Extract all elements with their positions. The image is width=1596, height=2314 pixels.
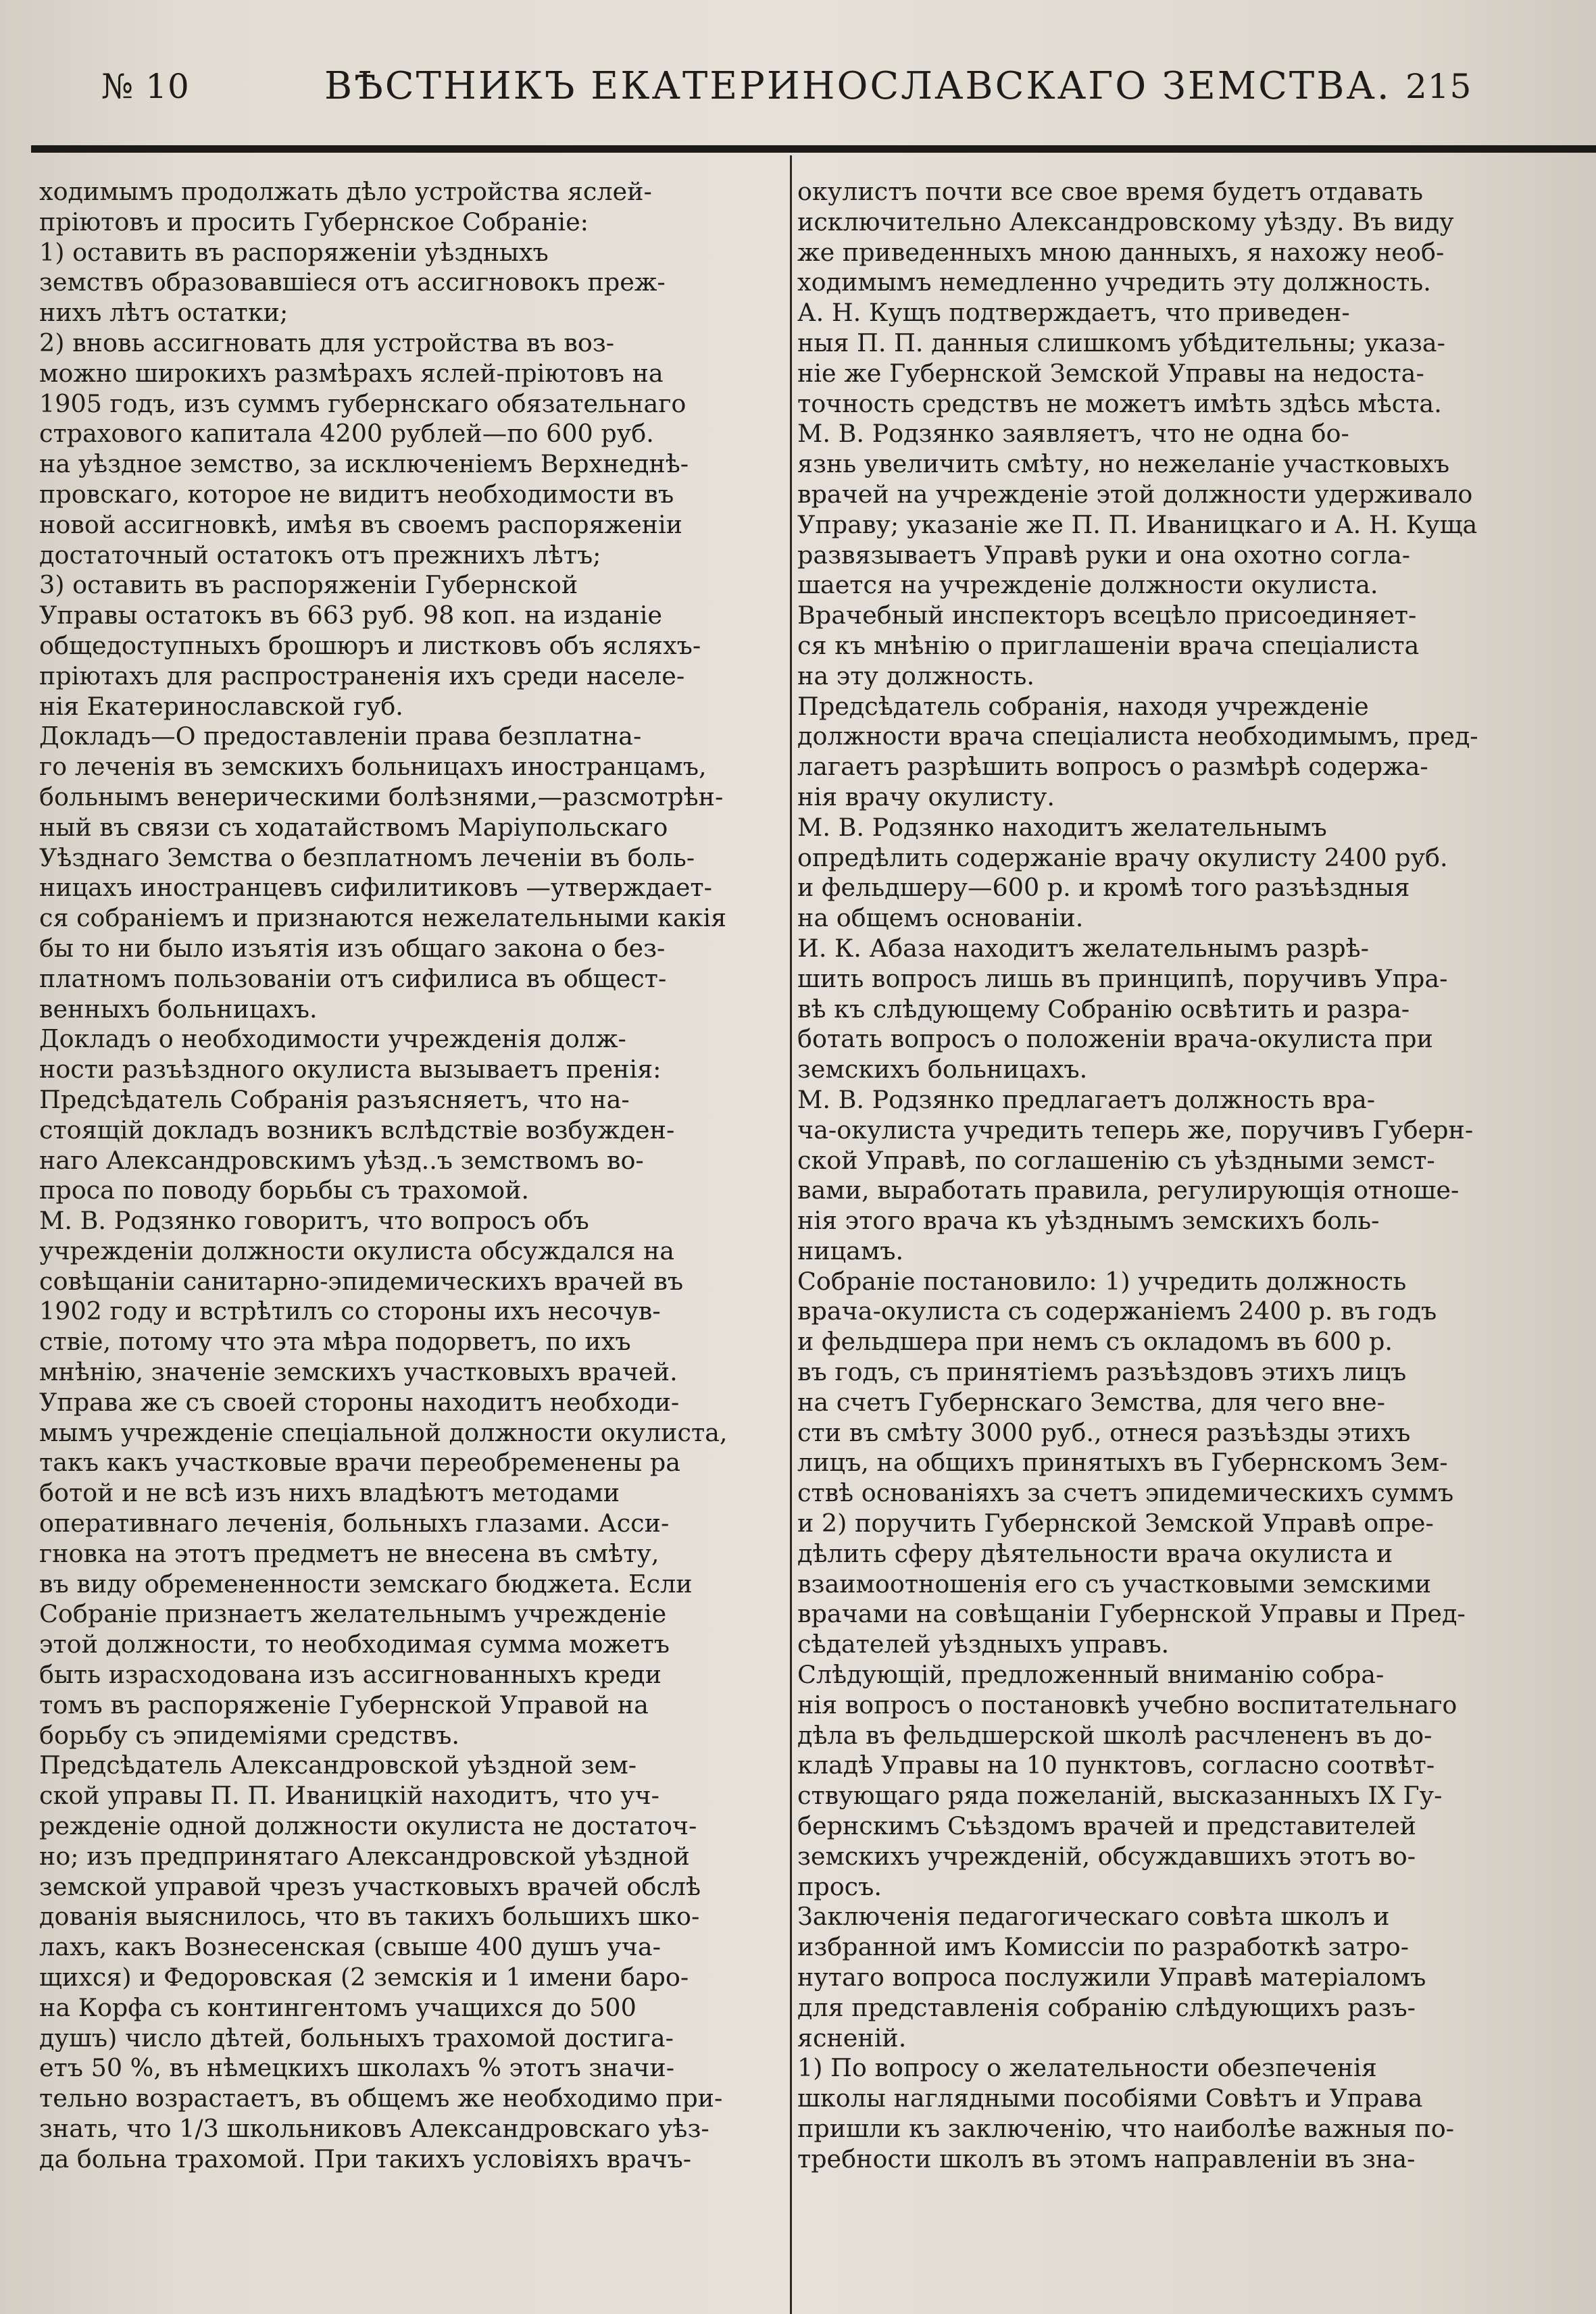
left-column-text-line: борьбу съ эпидеміями средствъ.: [39, 1720, 459, 1750]
journal-title: ВѢСТНИКЪ ЕКАТЕРИНОСЛАВСКАГО ЗЕМСТВА.: [324, 64, 1391, 108]
right-column-text-line: опредѣлить содержаніе врачу окулисту 2400 руб.: [797, 842, 1448, 872]
right-column-text-line: Собраніе постановило: 1) учредить должность: [797, 1266, 1407, 1296]
left-column-text-line: щихся) и Федоровская (2 земскія и 1 имени баро-: [39, 1963, 689, 1992]
right-column-text-line: врача-окулиста съ содержаніемъ 2400 р. въ годъ: [797, 1297, 1437, 1326]
left-column-text-line: совѣщаніи санитарно-эпидемическихъ врачей въ: [39, 1266, 684, 1296]
right-column-text-line: нія вопросъ о постановкѣ учебно воспитательнаго: [797, 1690, 1457, 1719]
left-column-text-line: мымъ учрежденіе спеціальной должности окулиста,: [39, 1417, 728, 1447]
right-column-text-line: врачами на совѣщаніи Губернской Управы и Пред-: [797, 1599, 1466, 1629]
left-column-text-line: ности разъѣздного окулиста вызываетъ пренія:: [39, 1055, 662, 1084]
right-column-text-line: школы наглядными пособіями Совѣтъ и Управа: [797, 2084, 1423, 2113]
left-column-text-line: 1) оставить въ распоряженіи уѣздныхъ: [39, 237, 549, 267]
left-column-text-line: тельно возрастаетъ, въ общемъ же необходимо при-: [39, 2084, 723, 2113]
left-column-text-line: 1905 годъ, изъ суммъ губернскаго обязательнаго: [39, 388, 687, 418]
left-column-text-line: провскаго, которое не видитъ необходимости въ: [39, 479, 674, 509]
left-column-text-line: ный въ связи съ ходатайствомъ Маріупольскаго: [39, 812, 668, 842]
left-column-text-line: лахъ, какъ Вознесенская (свыше 400 душъ уча-: [39, 1932, 661, 1962]
left-column-text-line: Предсѣдатель Александровской уѣздной зем-: [39, 1751, 637, 1780]
right-column-text-line: вами, выработать правила, регулирующія отноше-: [797, 1176, 1460, 1205]
left-column-text-line: томъ въ распоряженіе Губернской Управой на: [39, 1690, 649, 1719]
right-column-text-line: ясненій.: [797, 2023, 907, 2053]
column-divider: [790, 155, 792, 2314]
right-column-text-line: М. В. Родзянко заявляетъ, что не одна бо-: [797, 419, 1349, 449]
right-column-text-line: же приведенныхъ мною данныхъ, я нахожу необ-: [797, 237, 1445, 267]
left-column-text-line: нія Екатеринославской губ.: [39, 691, 403, 721]
left-column-text-line: страхового капитала 4200 рублей—по 600 руб.: [39, 419, 654, 449]
right-column-text-line: ботать вопросъ о положеніи врача-окулиста при: [797, 1024, 1433, 1054]
right-column-text-line: и фельдшера при немъ съ окладомъ въ 600 р.: [797, 1327, 1393, 1357]
left-column-text-line: мнѣнію, значеніе земскихъ участковыхъ врачей.: [39, 1357, 678, 1387]
left-column-text-line: Управа же съ своей стороны находитъ необходи-: [39, 1387, 680, 1417]
right-column-text-line: М. В. Родзянко предлагаетъ должность вра-: [797, 1084, 1376, 1114]
left-column-text-line: можно широкихъ размѣрахъ яслей-пріютовъ на: [39, 358, 664, 388]
left-column-text-line: дованія выяснилось, что въ такихъ большихъ шко-: [39, 1902, 700, 1932]
right-column-text-line: сѣдателей уѣздныхъ управъ.: [797, 1630, 1170, 1659]
left-column-text-line: но; изъ предпринятаго Александровской уѣздной: [39, 1841, 690, 1871]
right-column-text-line: земскихъ больницахъ.: [797, 1055, 1088, 1084]
right-column-text-line: должности врача спеціалиста необходимымъ, пред-: [797, 722, 1478, 751]
right-column-text-line: ходимымъ немедленно учредить эту должность.: [797, 268, 1431, 297]
right-column-text-line: на эту должность.: [797, 661, 1035, 690]
right-column-text-line: 1) По вопросу о желательности обезпеченія: [797, 2053, 1377, 2083]
right-column-text-line: Предсѣдатель собранія, находя учрежденіе: [797, 691, 1369, 721]
left-column-text-line: земской управой чрезъ участковыхъ врачей обслѣ: [39, 1871, 701, 1901]
left-column-text-line: душъ) число дѣтей, больныхъ трахомой достига-: [39, 2023, 674, 2053]
left-column-text-line: венныхъ больницахъ.: [39, 994, 318, 1024]
right-column-text-line: Врачебный инспекторъ всецѣло присоединяет-: [797, 601, 1417, 630]
left-column: [39, 177, 782, 2175]
left-column-text-line: проса по поводу борьбы съ трахомой.: [39, 1176, 530, 1205]
right-column-text-line: избранной имъ Комиссіи по разработкѣ затро-: [797, 1932, 1410, 1962]
left-column-text-line: Предсѣдатель Собранія разъясняетъ, что на-: [39, 1084, 630, 1114]
right-column-text-line: просъ.: [797, 1871, 882, 1901]
right-column-text-line: окулистъ почти все свое время будетъ отдавать: [797, 177, 1424, 206]
right-column-text-line: и 2) поручить Губернской Земской Управѣ опре-: [797, 1509, 1434, 1538]
right-column-text-line: въ годъ, съ принятіемъ разъѣздовъ этихъ лицъ: [797, 1357, 1407, 1387]
left-column-text-line: ницахъ иностранцевъ сифилитиковъ —утверждает-: [39, 873, 712, 903]
right-column-text-line: ствѣ основаніяхъ за счетъ эпидемическихъ суммъ: [797, 1478, 1454, 1508]
page-number: 215: [1405, 67, 1472, 106]
left-column-text-line: етъ 50 %, въ нѣмецкихъ школахъ % этотъ значи-: [39, 2053, 675, 2083]
right-column-text-line: бернскимъ Съѣздомъ врачей и представителей: [797, 1811, 1417, 1841]
left-column-text-line: земствъ образовавшіеся отъ ассигновокъ преж-: [39, 268, 666, 297]
left-column-text-line: М. В. Родзянко говоритъ, что вопросъ объ: [39, 1206, 589, 1236]
left-column-text-line: ходимымъ продолжать дѣло устройства яслей-: [39, 177, 652, 206]
right-column-text-line: ской Управѣ, по соглашенію съ уѣздными земст-: [797, 1145, 1435, 1175]
left-column-text-line: бы то ни было изъятія изъ общаго закона о без-: [39, 933, 666, 963]
left-column-text-line: 1902 году и встрѣтилъ со стороны ихъ несочув-: [39, 1297, 661, 1326]
left-column-text-line: достаточный остатокъ отъ прежнихъ лѣтъ;: [39, 540, 601, 570]
left-column-text-line: въ виду обремененности земскаго бюджета. Если: [39, 1569, 693, 1599]
right-column-text-line: сти въ смѣту 3000 руб., отнеся разъѣзды этихъ: [797, 1417, 1411, 1447]
left-column-text-line: Докладъ—О предоставленіи права безплатна-: [39, 722, 642, 751]
right-column-text-line: ныя П. П. данныя слишкомъ убѣдительны; указа-: [797, 328, 1445, 357]
right-column-text-line: нія этого врача къ уѣзднымъ земскихъ боль-: [797, 1206, 1380, 1236]
left-column-text-line: Докладъ о необходимости учрежденія долж-: [39, 1024, 626, 1054]
left-column-text-line: пріютахъ для распространенія ихъ среди населе-: [39, 661, 685, 690]
right-column: [797, 177, 1588, 2175]
right-column-text-line: ся къ мнѣнію о приглашеніи врача спеціалиста: [797, 630, 1420, 660]
right-column-text-line: точность средствъ не можетъ имѣть здѣсь мѣста.: [797, 388, 1442, 418]
left-column-text-line: гновка на этотъ предметъ не внесена въ смѣту,: [39, 1538, 659, 1568]
left-column-text-line: платномъ пользованіи отъ сифилиса въ общест-: [39, 963, 667, 993]
left-column-text-line: Уѣзднаго Земства о безплатномъ леченіи въ боль-: [39, 842, 695, 872]
right-column-text-line: Заключенія педагогическаго совѣта школъ и: [797, 1902, 1390, 1932]
right-column-text-line: кладѣ Управы на 10 пунктовъ, согласно соотвѣт-: [797, 1751, 1435, 1780]
right-column-text-line: шается на учрежденіе должности окулиста.: [797, 570, 1378, 600]
right-column-text-line: ча-окулиста учредить теперь же, поручивъ Губерн-: [797, 1115, 1474, 1145]
right-column-text-line: шить вопросъ лишь въ принципѣ, поручивъ Упра-: [797, 963, 1448, 993]
left-column-text-line: го леченія въ земскихъ больницахъ иностранцамъ,: [39, 752, 707, 782]
left-column-text-line: ся собраніемъ и признаются нежелательными какія: [39, 903, 727, 933]
left-column-text-line: общедоступныхъ брошюръ и листковъ объ ясляхъ-: [39, 630, 701, 660]
right-column-text-line: и фельдшеру—600 р. и кромѣ того разъѣздныя: [797, 873, 1410, 903]
right-column-text-line: взаимоотношенія его съ участковыми земскими: [797, 1569, 1432, 1599]
right-column-text-line: И. К. Абаза находитъ желательнымъ разрѣ-: [797, 933, 1369, 963]
right-column-text-line: требности школъ въ этомъ направленіи въ зна-: [797, 2144, 1416, 2173]
right-column-text-line: лицъ, на общихъ принятыхъ въ Губернскомъ Зем-: [797, 1448, 1448, 1478]
left-column-text-line: этой должности, то необходимая сумма можетъ: [39, 1630, 670, 1659]
right-column-text-line: лагаетъ разрѣшить вопросъ о размѣрѣ содержа-: [797, 752, 1428, 782]
left-column-text-line: Управы остатокъ въ 663 руб. 98 коп. на изданіе: [39, 601, 662, 630]
issue-number: № 10: [101, 67, 190, 106]
right-column-text-line: пришли къ заключенію, что наиболѣе важныя по-: [797, 2114, 1455, 2143]
right-column-text-line: на счетъ Губернскаго Земства, для чего вне-: [797, 1387, 1385, 1417]
left-column-text-line: наго Александровскимъ уѣзд..ъ земствомъ во-: [39, 1145, 644, 1175]
right-column-text-line: ніе же Губернской Земской Управы на недоста-: [797, 358, 1424, 388]
left-column-text-line: стоящій докладъ возникъ вслѣдствіе возбужден-: [39, 1115, 675, 1145]
left-column-text-line: на Корфа съ контингентомъ учащихся до 500: [39, 1992, 637, 2022]
left-column-text-line: нихъ лѣтъ остатки;: [39, 298, 289, 328]
left-column-text-line: на уѣздное земство, за исключеніемъ Верхнеднѣ-: [39, 449, 689, 479]
right-column-text-line: для представленія собранію слѣдующихъ разъ-: [797, 1992, 1416, 2022]
left-column-text-line: 2) вновь ассигновать для устройства въ воз-: [39, 328, 615, 357]
right-column-text-line: ствующаго ряда пожеланій, высказанныхъ IX Гу-: [797, 1781, 1443, 1811]
right-column-text-line: вѣ къ слѣдующему Собранію освѣтить и разра-: [797, 994, 1410, 1024]
right-column-text-line: Слѣдующій, предложенный вниманію собра-: [797, 1660, 1385, 1690]
left-column-text-line: ствіе, потому что эта мѣра подорветъ, по ихъ: [39, 1327, 631, 1357]
right-column-text-line: нутаго вопроса послужили Управѣ матеріаломъ: [797, 1963, 1426, 1992]
left-column-text-line: да больна трахомой. При такихъ условіяхъ врачъ-: [39, 2144, 692, 2173]
right-column-text-line: Управу; указаніе же П. П. Иваницкаго и А. Н. Куща: [797, 509, 1478, 539]
left-column-text-line: учрежденіи должности окулиста обсуждался на: [39, 1236, 675, 1265]
right-column-text-line: исключительно Александровскому уѣзду. Въ виду: [797, 207, 1454, 236]
right-column-text-line: ницамъ.: [797, 1236, 904, 1265]
right-column-text-line: А. Н. Кущъ подтверждаетъ, что приведен-: [797, 298, 1350, 328]
right-column-text-line: дѣлить сферу дѣятельности врача окулиста и: [797, 1538, 1393, 1568]
left-column-text-line: знать, что 1/3 школьниковъ Александровскаго уѣз-: [39, 2114, 709, 2143]
right-column-text-line: врачей на учрежденіе этой должности удерживало: [797, 479, 1473, 509]
left-column-text-line: такъ какъ участковые врачи переобременены ра: [39, 1448, 680, 1478]
left-column-text-line: Собраніе признаетъ желательнымъ учрежденіе: [39, 1599, 667, 1629]
left-column-text-line: 3) оставить въ распоряженіи Губернской: [39, 570, 578, 600]
left-column-text-line: оперативнаго леченія, больныхъ глазами. Асси-: [39, 1509, 670, 1538]
right-column-text-line: нія врачу окулисту.: [797, 782, 1055, 811]
right-column-text-line: развязываетъ Управѣ руки и она охотно согла-: [797, 540, 1411, 570]
left-column-text-line: ботой и не всѣ изъ нихъ владѣютъ методами: [39, 1478, 620, 1508]
right-column-text-line: язнь увеличить смѣту, но нежеланіе участковыхъ: [797, 449, 1450, 479]
left-column-text-line: больнымъ венерическими болѣзнями,—разсмотрѣн-: [39, 782, 724, 811]
left-column-text-line: быть израсходована изъ ассигнованныхъ креди: [39, 1660, 662, 1690]
left-column-text-line: режденіе одной должности окулиста не достаточ-: [39, 1811, 697, 1841]
header-rule: [31, 145, 1596, 153]
right-column-text-line: земскихъ учрежденій, обсуждавшихъ этотъ во-: [797, 1841, 1416, 1871]
right-column-text-line: М. В. Родзянко находитъ желательнымъ: [797, 812, 1327, 842]
left-column-text-line: ской управы П. П. Иваницкій находитъ, что уч-: [39, 1781, 659, 1811]
right-column-text-line: дѣла въ фельдшерской школѣ расчлененъ въ до-: [797, 1720, 1432, 1750]
left-column-text-line: новой ассигновкѣ, имѣя въ своемъ распоряженіи: [39, 509, 683, 539]
right-column-text-line: на общемъ основаніи.: [797, 903, 1084, 933]
left-column-text-line: пріютовъ и просить Губернское Собраніе:: [39, 207, 589, 236]
